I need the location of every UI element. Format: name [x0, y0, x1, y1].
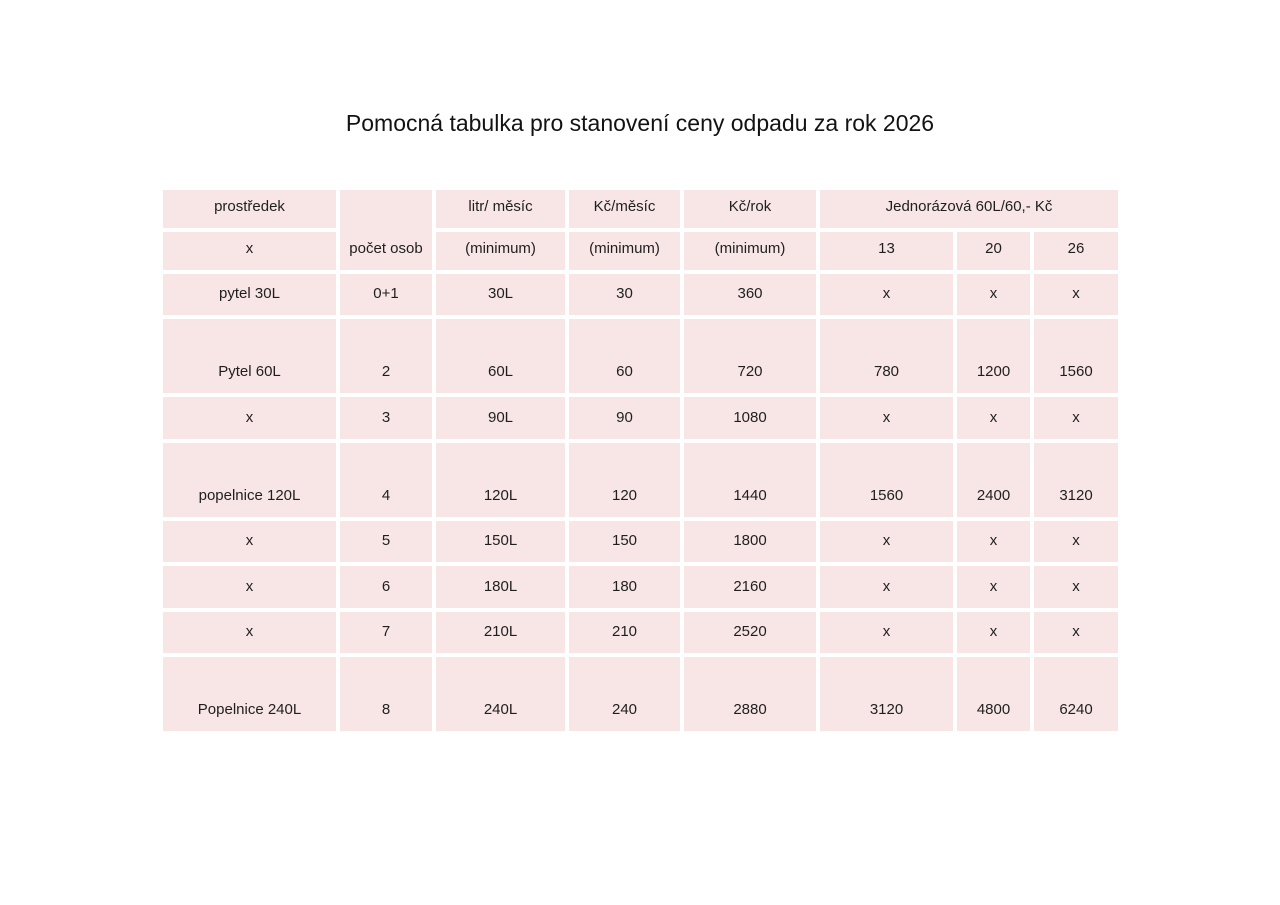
- table-cell: 6: [338, 564, 434, 610]
- table-cell: pytel 30L: [161, 272, 338, 317]
- table-cell: x: [955, 395, 1032, 441]
- table-cell: 2: [338, 317, 434, 395]
- table-cell: x: [955, 519, 1032, 564]
- table-cell: x: [1032, 395, 1120, 441]
- table-cell: x: [1032, 610, 1120, 655]
- table-row: [161, 610, 1120, 655]
- table-cell: 180: [567, 564, 682, 610]
- table-cell: 240: [567, 655, 682, 733]
- table-cell: 2880: [682, 655, 818, 733]
- table-cell: 5: [338, 519, 434, 564]
- header-13: 13: [818, 230, 955, 272]
- table-cell: 210L: [434, 610, 567, 655]
- header-minimum-kc-rok: (minimum): [682, 230, 818, 272]
- table-cell: x: [818, 610, 955, 655]
- table-cell: 150L: [434, 519, 567, 564]
- table-cell: x: [1032, 519, 1120, 564]
- table-cell: Pytel 60L: [161, 317, 338, 395]
- header-minimum-litr: (minimum): [434, 230, 567, 272]
- table-row: [161, 519, 1120, 564]
- table-cell: 120: [567, 441, 682, 519]
- table-cell: x: [955, 564, 1032, 610]
- table-cell: x: [161, 395, 338, 441]
- header-kc-mesic: Kč/měsíc: [567, 188, 682, 230]
- table-cell: 0+1: [338, 272, 434, 317]
- table-cell: 120L: [434, 441, 567, 519]
- header-prostredek: prostředek: [161, 188, 338, 230]
- table-cell: 8: [338, 655, 434, 733]
- table-cell: 780: [818, 317, 955, 395]
- header-jednorazova: Jednorázová 60L/60,- Kč: [818, 188, 1120, 230]
- header-x: x: [161, 230, 338, 272]
- table-cell: 1080: [682, 395, 818, 441]
- table-row: [161, 441, 1120, 519]
- table-cell: 3120: [818, 655, 955, 733]
- table-cell: 1560: [818, 441, 955, 519]
- table-cell: 2400: [955, 441, 1032, 519]
- table-cell: 7: [338, 610, 434, 655]
- table-cell: 180L: [434, 564, 567, 610]
- table-cell: 210: [567, 610, 682, 655]
- table-row: [161, 272, 1120, 317]
- table-cell: 240L: [434, 655, 567, 733]
- table-cell: x: [818, 395, 955, 441]
- table-row: [161, 564, 1120, 610]
- table-cell: 60L: [434, 317, 567, 395]
- table-cell: 2520: [682, 610, 818, 655]
- table-cell: x: [818, 564, 955, 610]
- table-cell: 3: [338, 395, 434, 441]
- waste-price-table: [159, 186, 1122, 735]
- table-cell: 30: [567, 272, 682, 317]
- table-cell: x: [955, 610, 1032, 655]
- header-litr-mesic: litr/ měsíc: [434, 188, 567, 230]
- header-kc-rok: Kč/rok: [682, 188, 818, 230]
- header-26: 26: [1032, 230, 1120, 272]
- table-cell: 4800: [955, 655, 1032, 733]
- table-cell: x: [818, 272, 955, 317]
- table-cell: x: [161, 564, 338, 610]
- table-cell: 1200: [955, 317, 1032, 395]
- table-cell: 30L: [434, 272, 567, 317]
- table-cell: 720: [682, 317, 818, 395]
- table-cell: 4: [338, 441, 434, 519]
- table-cell: 150: [567, 519, 682, 564]
- table-cell: 1800: [682, 519, 818, 564]
- page-title: Pomocná tabulka pro stanovení ceny odpadu za rok 2026: [345, 110, 935, 136]
- table-cell: x: [1032, 272, 1120, 317]
- header-20: 20: [955, 230, 1032, 272]
- table-cell: 1560: [1032, 317, 1120, 395]
- table-cell: x: [818, 519, 955, 564]
- table-cell: 90: [567, 395, 682, 441]
- table-row: [161, 655, 1120, 733]
- table-cell: 6240: [1032, 655, 1120, 733]
- table-cell: 1440: [682, 441, 818, 519]
- table-cell: 2160: [682, 564, 818, 610]
- table-row: [161, 317, 1120, 395]
- header-row-2: [161, 230, 1120, 272]
- table-cell: popelnice 120L: [161, 441, 338, 519]
- table-cell: x: [161, 610, 338, 655]
- table-cell: Popelnice 240L: [161, 655, 338, 733]
- table-cell: 60: [567, 317, 682, 395]
- header-minimum-kc-mesic: (minimum): [567, 230, 682, 272]
- table-cell: x: [161, 519, 338, 564]
- table-cell: 90L: [434, 395, 567, 441]
- table-cell: x: [955, 272, 1032, 317]
- table-cell: 3120: [1032, 441, 1120, 519]
- table-row: [161, 395, 1120, 441]
- table-cell: x: [1032, 564, 1120, 610]
- table-cell: 360: [682, 272, 818, 317]
- header-pocet-osob: počet osob: [338, 188, 434, 272]
- header-row-1: [161, 188, 1120, 230]
